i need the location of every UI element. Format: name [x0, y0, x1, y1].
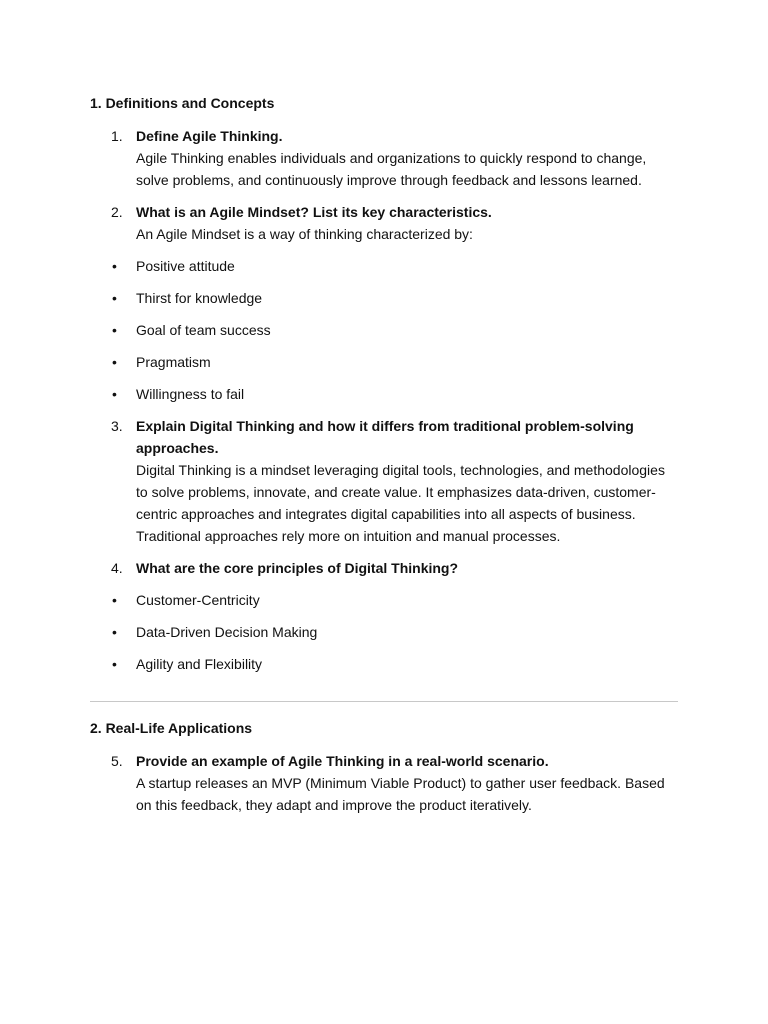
question-2 [90, 201, 678, 245]
question-answer: Agile Thinking enables individuals and organizations to quickly respond to change, solve problems, and continuously improve through feedback and lessons learned. [136, 150, 647, 188]
question-title: Define Agile Thinking. [136, 128, 283, 144]
bullet-icon: • [112, 386, 117, 402]
bullet-icon: • [112, 354, 117, 370]
list-item [90, 351, 678, 373]
question-number: 4. [111, 560, 123, 576]
bullet-icon: • [112, 624, 117, 640]
question-answer: An Agile Mindset is a way of thinking characterized by: [136, 226, 473, 242]
list-item [90, 287, 678, 309]
question-title: What is an Agile Mindset? List its key characteristics. [136, 204, 492, 220]
list-item [90, 589, 678, 611]
bullet-icon: • [112, 592, 117, 608]
bullet-icon: • [112, 290, 117, 306]
question-number: 1. [111, 128, 123, 144]
section-heading-applications: 2. Real-Life Applications [90, 720, 253, 736]
list-item [90, 319, 678, 341]
question-answer: Digital Thinking is a mindset leveraging digital tools, technologies, and methodologies to solve problems, innovate, and create value. It emphasizes data-driven, customer-centric approaches and integrates digital capabilities into all aspects of business. Traditional approaches rely more on intuition and manual processes. [136, 462, 665, 544]
bullet-icon: • [112, 656, 117, 672]
list-item-text: Agility and Flexibility [136, 656, 263, 672]
bullet-icon: • [112, 322, 117, 338]
question-number: 2. [111, 204, 123, 220]
question-title: Explain Digital Thinking and how it differs from traditional problem-solving approaches. [136, 418, 634, 456]
question-answer: A startup releases an MVP (Minimum Viable Product) to gather user feedback. Based on this feedback, they adapt and improve the product iteratively. [136, 775, 665, 813]
list-item [90, 621, 678, 643]
question-1 [90, 125, 678, 191]
question-3 [90, 415, 678, 547]
question-5 [90, 750, 678, 816]
list-item-text: Customer-Centricity [136, 592, 260, 608]
list-item-text: Data-Driven Decision Making [136, 624, 318, 640]
list-item-text: Positive attitude [136, 258, 235, 274]
list-item-text: Pragmatism [136, 354, 211, 370]
question-number: 5. [111, 753, 123, 769]
question-title: Provide an example of Agile Thinking in a real-world scenario. [136, 753, 549, 769]
question-number: 3. [111, 418, 123, 434]
list-item [90, 653, 678, 675]
list-item [90, 255, 678, 277]
section-heading-definitions: 1. Definitions and Concepts [90, 95, 275, 111]
list-item-text: Thirst for knowledge [136, 290, 263, 306]
bullet-icon: • [112, 258, 117, 274]
list-item [90, 383, 678, 405]
question-title: What are the core principles of Digital Thinking? [136, 560, 459, 576]
list-item-text: Goal of team success [136, 322, 271, 338]
section-divider [90, 701, 678, 702]
list-item-text: Willingness to fail [136, 386, 245, 402]
question-4 [90, 557, 678, 579]
